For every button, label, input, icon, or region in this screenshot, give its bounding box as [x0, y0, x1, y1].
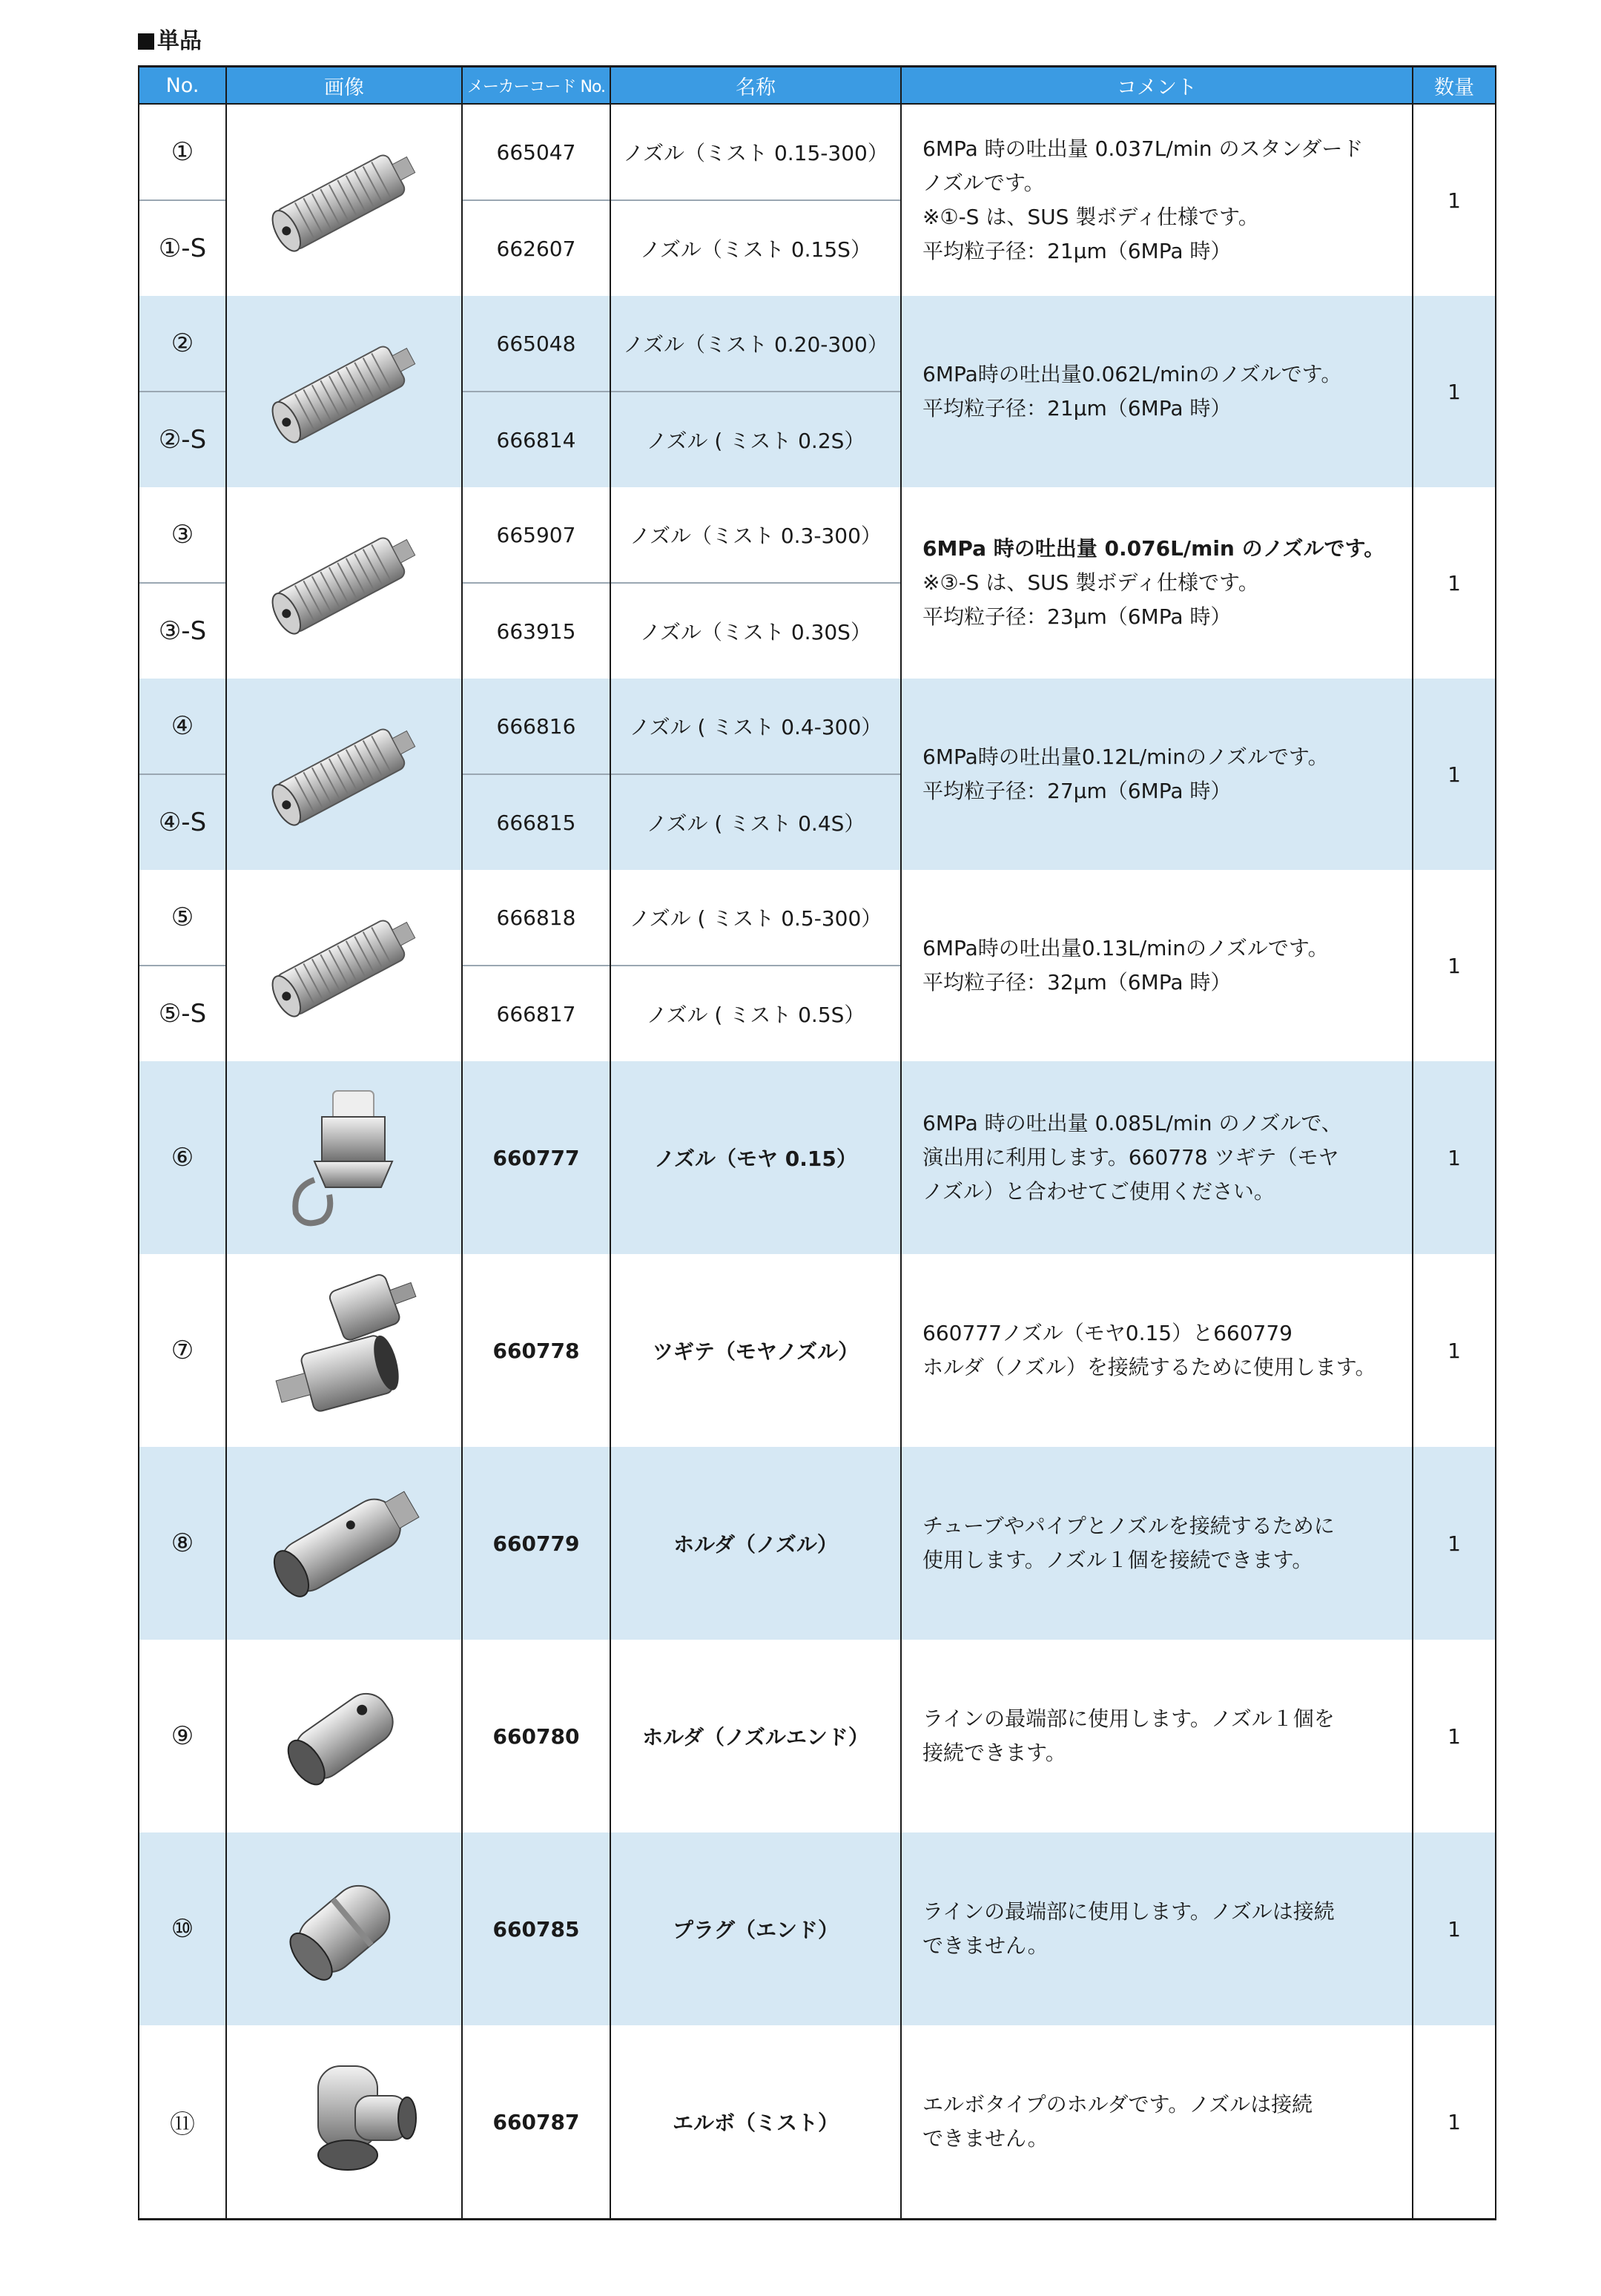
- item-number: ⑩: [139, 1832, 226, 2025]
- maker-code: 665048: [462, 296, 610, 392]
- plug-icon: [227, 1851, 461, 2007]
- comment-line: 接続できます。: [922, 1741, 1066, 1765]
- item-number-s: ②-S: [139, 392, 226, 487]
- comment-line: ラインの最端部に使用します。ノズルは接続: [922, 1899, 1335, 1924]
- table-row: [139, 1640, 1496, 1832]
- item-name: エルボ（ミスト）: [610, 2025, 901, 2220]
- table-row: [139, 1447, 1496, 1640]
- straight-nozzle-icon: [227, 317, 461, 466]
- item-quantity: 1: [1413, 679, 1496, 870]
- straight-nozzle-icon: [227, 700, 461, 848]
- item-comment: [901, 1447, 1413, 1640]
- item-image: [226, 487, 462, 679]
- table-row: [139, 870, 1496, 966]
- item-quantity: 1: [1413, 1061, 1496, 1254]
- item-comment: [901, 679, 1413, 870]
- header-comment: コメント: [901, 67, 1413, 105]
- item-name: ノズル（ミスト 0.20-300）: [610, 296, 901, 392]
- item-image: [226, 1640, 462, 1832]
- item-comment: [901, 2025, 1413, 2220]
- item-name-s: ノズル ( ミスト 0.2S）: [610, 392, 901, 487]
- item-comment: [901, 870, 1413, 1061]
- comment-line: ノズル）と合わせてご使用ください。: [922, 1179, 1275, 1204]
- straight-nozzle-icon: [227, 126, 461, 274]
- item-name: ノズル（モヤ 0.15）: [610, 1061, 901, 1254]
- comment-line: 6MPa時の吐出量0.12L/minのノズルです。: [922, 745, 1329, 769]
- maker-code: 666818: [462, 870, 610, 966]
- item-name: ノズル（ミスト 0.3-300）: [610, 487, 901, 583]
- item-comment: [901, 104, 1413, 296]
- maker-code: 660785: [462, 1832, 610, 2025]
- maker-code: 660780: [462, 1640, 610, 1832]
- maker-code: 666816: [462, 679, 610, 774]
- item-comment: [901, 1061, 1413, 1254]
- adapter-icon: [227, 1269, 461, 1432]
- comment-line: できません。: [922, 1933, 1049, 1958]
- comment-line: 平均粒子径：32μm（6MPa 時）: [922, 970, 1232, 994]
- item-quantity: 1: [1413, 1832, 1496, 2025]
- item-quantity: 1: [1413, 1640, 1496, 1832]
- item-number: ④: [139, 679, 226, 774]
- maker-code: 660777: [462, 1061, 610, 1254]
- maker-code-s: 666814: [462, 392, 610, 487]
- table-row: [139, 1832, 1496, 2025]
- item-image: [226, 296, 462, 487]
- comment-line: ※③-S は、SUS 製ボディ仕様です。: [922, 570, 1259, 595]
- comment-line: 6MPa 時の吐出量 0.085L/min のノズルで、: [922, 1111, 1342, 1135]
- comment-line: 6MPa時の吐出量0.062L/minのノズルです。: [922, 362, 1342, 386]
- comment-line: 平均粒子径：21μm（6MPa 時）: [922, 239, 1232, 263]
- item-number-s: ③-S: [139, 583, 226, 679]
- maker-code: 665047: [462, 104, 610, 200]
- item-quantity: 1: [1413, 870, 1496, 1061]
- comment-line: ホルダ（ノズル）を接続するために使用します。: [922, 1355, 1376, 1379]
- item-image: [226, 2025, 462, 2220]
- header-qty: 数量: [1413, 67, 1496, 105]
- comment-line: 平均粒子径：21μm（6MPa 時）: [922, 396, 1232, 420]
- item-number: ③: [139, 487, 226, 583]
- item-comment: [901, 296, 1413, 487]
- maker-code: 665907: [462, 487, 610, 583]
- item-name-s: ノズル（ミスト 0.15S）: [610, 200, 901, 296]
- header-name: 名称: [610, 67, 901, 105]
- comment-line: ノズルです。: [922, 171, 1045, 195]
- table-header-row: [139, 67, 1496, 105]
- item-quantity: 1: [1413, 1254, 1496, 1447]
- comment-line: ラインの最端部に使用します。ノズル１個を: [922, 1706, 1335, 1731]
- comment-line: できません。: [922, 2126, 1049, 2151]
- item-image: [226, 1447, 462, 1640]
- item-name: ホルダ（ノズルエンド）: [610, 1640, 901, 1832]
- item-name-s: ノズル ( ミスト 0.4S）: [610, 774, 901, 870]
- item-name-s: ノズル（ミスト 0.30S）: [610, 583, 901, 679]
- item-comment: [901, 1254, 1413, 1447]
- item-quantity: 1: [1413, 104, 1496, 296]
- item-image: [226, 870, 462, 1061]
- maker-code: 660778: [462, 1254, 610, 1447]
- table-row: [139, 1061, 1496, 1254]
- comment-line: 演出用に利用します。660778 ツギテ（モヤ: [922, 1145, 1339, 1170]
- item-name: ツギテ（モヤノズル）: [610, 1254, 901, 1447]
- comment-line: エルボタイプのホルダです。ノズルは接続: [922, 2092, 1313, 2117]
- item-number: ⑤: [139, 870, 226, 966]
- header-no: No.: [139, 67, 226, 105]
- item-quantity: 1: [1413, 487, 1496, 679]
- item-name: ノズル（ミスト 0.15-300）: [610, 104, 901, 200]
- section-title: 単品: [138, 22, 202, 55]
- item-name: ホルダ（ノズル）: [610, 1447, 901, 1640]
- item-image: [226, 104, 462, 296]
- comment-line: 平均粒子径：23μm（6MPa 時）: [922, 604, 1232, 629]
- table-row: [139, 2025, 1496, 2220]
- table-row: [139, 296, 1496, 392]
- maker-code-s: 663915: [462, 583, 610, 679]
- straight-nozzle-icon: [227, 891, 461, 1040]
- item-quantity: 1: [1413, 1447, 1496, 1640]
- comment-line: 6MPa時の吐出量0.13L/minのノズルです。: [922, 936, 1329, 960]
- item-name: ノズル ( ミスト 0.5-300）: [610, 870, 901, 966]
- end-holder-icon: [227, 1658, 461, 1814]
- comment-line: 6MPa 時の吐出量 0.076L/min のノズルです。: [922, 536, 1385, 561]
- table-row: [139, 1254, 1496, 1447]
- maker-code-s: 666817: [462, 966, 610, 1061]
- holder-icon: [227, 1465, 461, 1621]
- comment-line: 6MPa 時の吐出量 0.037L/min のスタンダード: [922, 136, 1364, 161]
- item-comment: [901, 1640, 1413, 1832]
- maker-code: 660787: [462, 2025, 610, 2220]
- item-number: ⑥: [139, 1061, 226, 1254]
- item-comment: [901, 1832, 1413, 2025]
- header-code: メーカーコード No.: [462, 67, 610, 105]
- item-number: ⑧: [139, 1447, 226, 1640]
- item-name-s: ノズル ( ミスト 0.5S）: [610, 966, 901, 1061]
- comment-line: 660777ノズル（モヤ0.15）と660779: [922, 1321, 1293, 1345]
- item-name: プラグ（エンド）: [610, 1832, 901, 2025]
- table-row: [139, 487, 1496, 583]
- table-row: [139, 104, 1496, 200]
- table-row: [139, 679, 1496, 774]
- item-number-s: ①-S: [139, 200, 226, 296]
- comment-line: 平均粒子径：27μm（6MPa 時）: [922, 779, 1232, 803]
- comment-line: 使用します。ノズル１個を接続できます。: [922, 1548, 1313, 1572]
- straight-nozzle-icon: [227, 509, 461, 657]
- item-number: ⑦: [139, 1254, 226, 1447]
- maker-code-s: 662607: [462, 200, 610, 296]
- item-comment: [901, 487, 1413, 679]
- item-quantity: 1: [1413, 2025, 1496, 2220]
- item-image: [226, 679, 462, 870]
- square-bullet-icon: [138, 33, 154, 50]
- fog-nozzle-icon: [227, 1076, 461, 1239]
- item-number-s: ⑤-S: [139, 966, 226, 1061]
- maker-code-s: 666815: [462, 774, 610, 870]
- item-quantity: 1: [1413, 296, 1496, 487]
- comment-line: チューブやパイプとノズルを接続するために: [922, 1514, 1335, 1538]
- maker-code: 660779: [462, 1447, 610, 1640]
- item-number: ⑨: [139, 1640, 226, 1832]
- comment-line: ※①-S は、SUS 製ボディ仕様です。: [922, 205, 1259, 229]
- parts-table: [138, 65, 1496, 2220]
- item-number: ①: [139, 104, 226, 200]
- item-image: [226, 1832, 462, 2025]
- item-name: ノズル ( ミスト 0.4-300）: [610, 679, 901, 774]
- item-number: ⑪: [139, 2025, 226, 2220]
- item-image: [226, 1061, 462, 1254]
- item-number-s: ④-S: [139, 774, 226, 870]
- item-number: ②: [139, 296, 226, 392]
- header-image: 画像: [226, 67, 462, 105]
- item-image: [226, 1254, 462, 1447]
- elbow-icon: [227, 2044, 461, 2200]
